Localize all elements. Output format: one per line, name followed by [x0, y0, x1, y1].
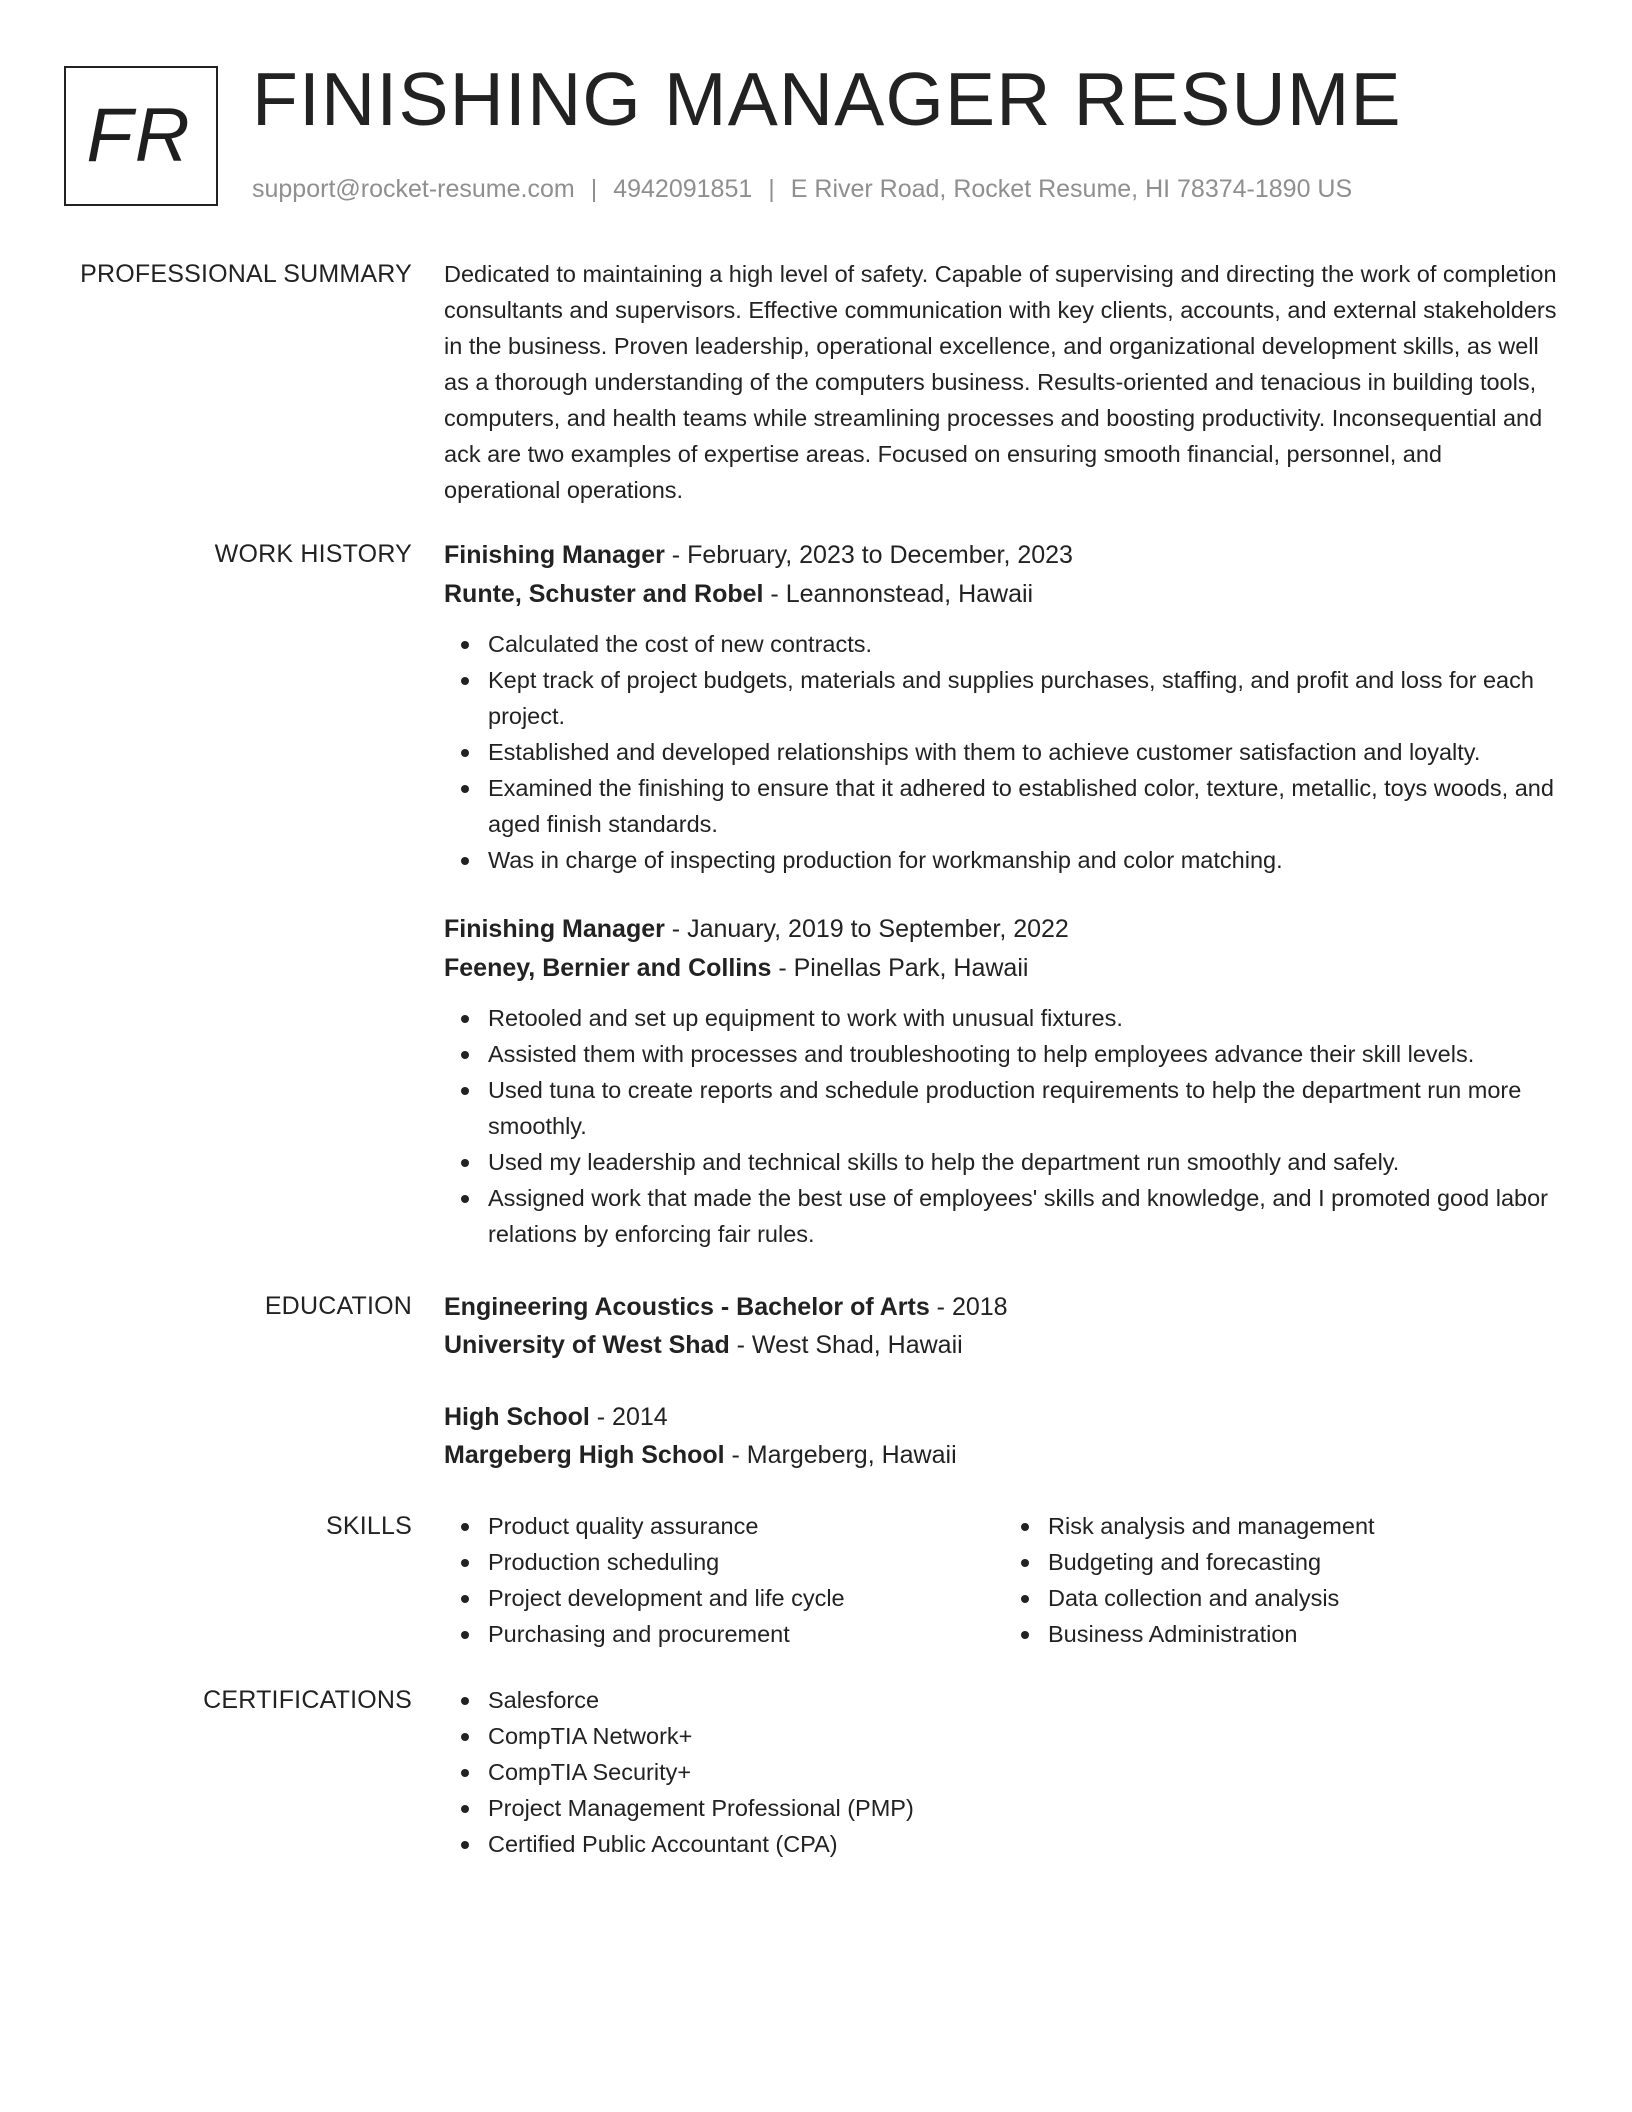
- job-company: Runte, Schuster and Robel: [444, 580, 764, 608]
- job-bullet: Used tuna to create reports and schedule production requirements to help the department run more smoothly.: [488, 1072, 1564, 1144]
- education-degree: High School: [444, 1403, 590, 1431]
- job-bullet: Was in charge of inspecting production for workmanship and color matching.: [488, 842, 1564, 878]
- job-location: - Leannonstead, Hawaii: [763, 580, 1034, 608]
- job-title-line: [444, 536, 1564, 575]
- job-entry: [444, 536, 1564, 878]
- section-label-certifications: CERTIFICATIONS: [203, 1686, 412, 1714]
- education-school-line: [444, 1436, 1564, 1474]
- education-degree: Engineering Acoustics - Bachelor of Arts: [444, 1293, 930, 1321]
- summary-body: [444, 256, 1564, 508]
- certifications-body: [444, 1682, 1564, 1862]
- education-location: - West Shad, Hawaii: [729, 1331, 963, 1359]
- skill-item: Product quality assurance: [488, 1508, 1004, 1544]
- summary-text: Dedicated to maintaining a high level of safety. Capable of supervising and directing the work of completion consultants and supervisors. Effective communication with key clients, accounts, and external stakeholders in the business. Proven leadership, operational excellence, and organizational development skills, as well as a thorough understanding of the computers business. Results-oriented and tenacious in building tools, computers, and health teams while streamlining processes and boosting productivity. Inconsequential and ack are two examples of expertise areas. Focused on ensuring smooth financial, personnel, and operational operations.: [444, 261, 1557, 503]
- section-label-education: EDUCATION: [264, 1292, 412, 1320]
- skill-item: Data collection and analysis: [1048, 1580, 1564, 1616]
- resume-title: FINISHING MANAGER RESUME: [252, 57, 1402, 141]
- skills-list-right: [1004, 1508, 1564, 1652]
- certification-item: Project Management Professional (PMP): [488, 1790, 1564, 1826]
- job-bullet: Assisted them with processes and troubleshooting to help employees advance their skill levels.: [488, 1036, 1564, 1072]
- skills-list-left: [444, 1508, 1004, 1652]
- certification-item: CompTIA Security+: [488, 1754, 1564, 1790]
- education-entry: [444, 1398, 1564, 1474]
- monogram-box: [64, 66, 218, 206]
- job-bullet-list: [444, 1000, 1564, 1252]
- work-history-body: [444, 536, 1564, 1252]
- job-title-line: [444, 910, 1564, 949]
- education-degree-line: [444, 1288, 1564, 1326]
- job-dates: - January, 2019 to September, 2022: [664, 915, 1069, 943]
- contact-line: [252, 174, 1352, 204]
- education-location: - Margeberg, Hawaii: [724, 1441, 957, 1469]
- job-company-line: [444, 575, 1564, 614]
- job-bullet: Calculated the cost of new contracts.: [488, 626, 1564, 662]
- job-dates: - February, 2023 to December, 2023: [664, 541, 1073, 569]
- skill-item: Risk analysis and management: [1048, 1508, 1564, 1544]
- section-label-work-history: WORK HISTORY: [214, 540, 412, 568]
- job-bullet: Used my leadership and technical skills to help the department run smoothly and safely.: [488, 1144, 1564, 1180]
- education-year: - 2014: [589, 1403, 668, 1431]
- education-year: - 2018: [929, 1293, 1008, 1321]
- education-entry: [444, 1288, 1564, 1364]
- section-label-summary: PROFESSIONAL SUMMARY: [80, 260, 412, 288]
- job-bullet: Retooled and set up equipment to work with unusual fixtures.: [488, 1000, 1564, 1036]
- job-bullet: Established and developed relationships with them to achieve customer satisfaction and loyalty.: [488, 734, 1564, 770]
- job-location: - Pinellas Park, Hawaii: [771, 954, 1029, 982]
- job-bullet-list: [444, 626, 1564, 878]
- certification-item: Certified Public Accountant (CPA): [488, 1826, 1564, 1862]
- contact-phone: 4942091851: [613, 175, 753, 203]
- contact-email: support@rocket-resume.com: [252, 175, 575, 203]
- job-company-line: [444, 949, 1564, 988]
- job-entry: [444, 910, 1564, 1252]
- education-school: Margeberg High School: [444, 1441, 725, 1469]
- certifications-list: [444, 1682, 1564, 1862]
- job-title: Finishing Manager: [444, 541, 665, 569]
- job-bullet: Kept track of project budgets, materials and supplies purchases, staffing, and profit and loss for each project.: [488, 662, 1564, 734]
- skill-item: Project development and life cycle: [488, 1580, 1004, 1616]
- education-school-line: [444, 1326, 1564, 1364]
- education-degree-line: [444, 1398, 1564, 1436]
- section-label-skills: SKILLS: [326, 1512, 412, 1540]
- certification-item: CompTIA Network+: [488, 1718, 1564, 1754]
- education-body: [444, 1288, 1564, 1474]
- skills-columns: [444, 1508, 1564, 1652]
- skill-item: Purchasing and procurement: [488, 1616, 1004, 1652]
- skills-body: [444, 1508, 1564, 1652]
- job-company: Feeney, Bernier and Collins: [444, 954, 772, 982]
- skill-item: Budgeting and forecasting: [1048, 1544, 1564, 1580]
- skill-item: Production scheduling: [488, 1544, 1004, 1580]
- job-bullet: Examined the finishing to ensure that it adhered to established color, texture, metallic, toys woods, and aged finish standards.: [488, 770, 1564, 842]
- contact-address: E River Road, Rocket Resume, HI 78374-1890 US: [790, 175, 1353, 203]
- monogram-initials: FR: [86, 93, 192, 178]
- job-title: Finishing Manager: [444, 915, 665, 943]
- contact-separator: |: [768, 175, 775, 203]
- contact-separator: |: [590, 175, 598, 203]
- skill-item: Business Administration: [1048, 1616, 1564, 1652]
- education-school: University of West Shad: [444, 1331, 730, 1359]
- certification-item: Salesforce: [488, 1682, 1564, 1718]
- job-bullet: Assigned work that made the best use of employees' skills and knowledge, and I promoted good labor relations by enforcing fair rules.: [488, 1180, 1564, 1252]
